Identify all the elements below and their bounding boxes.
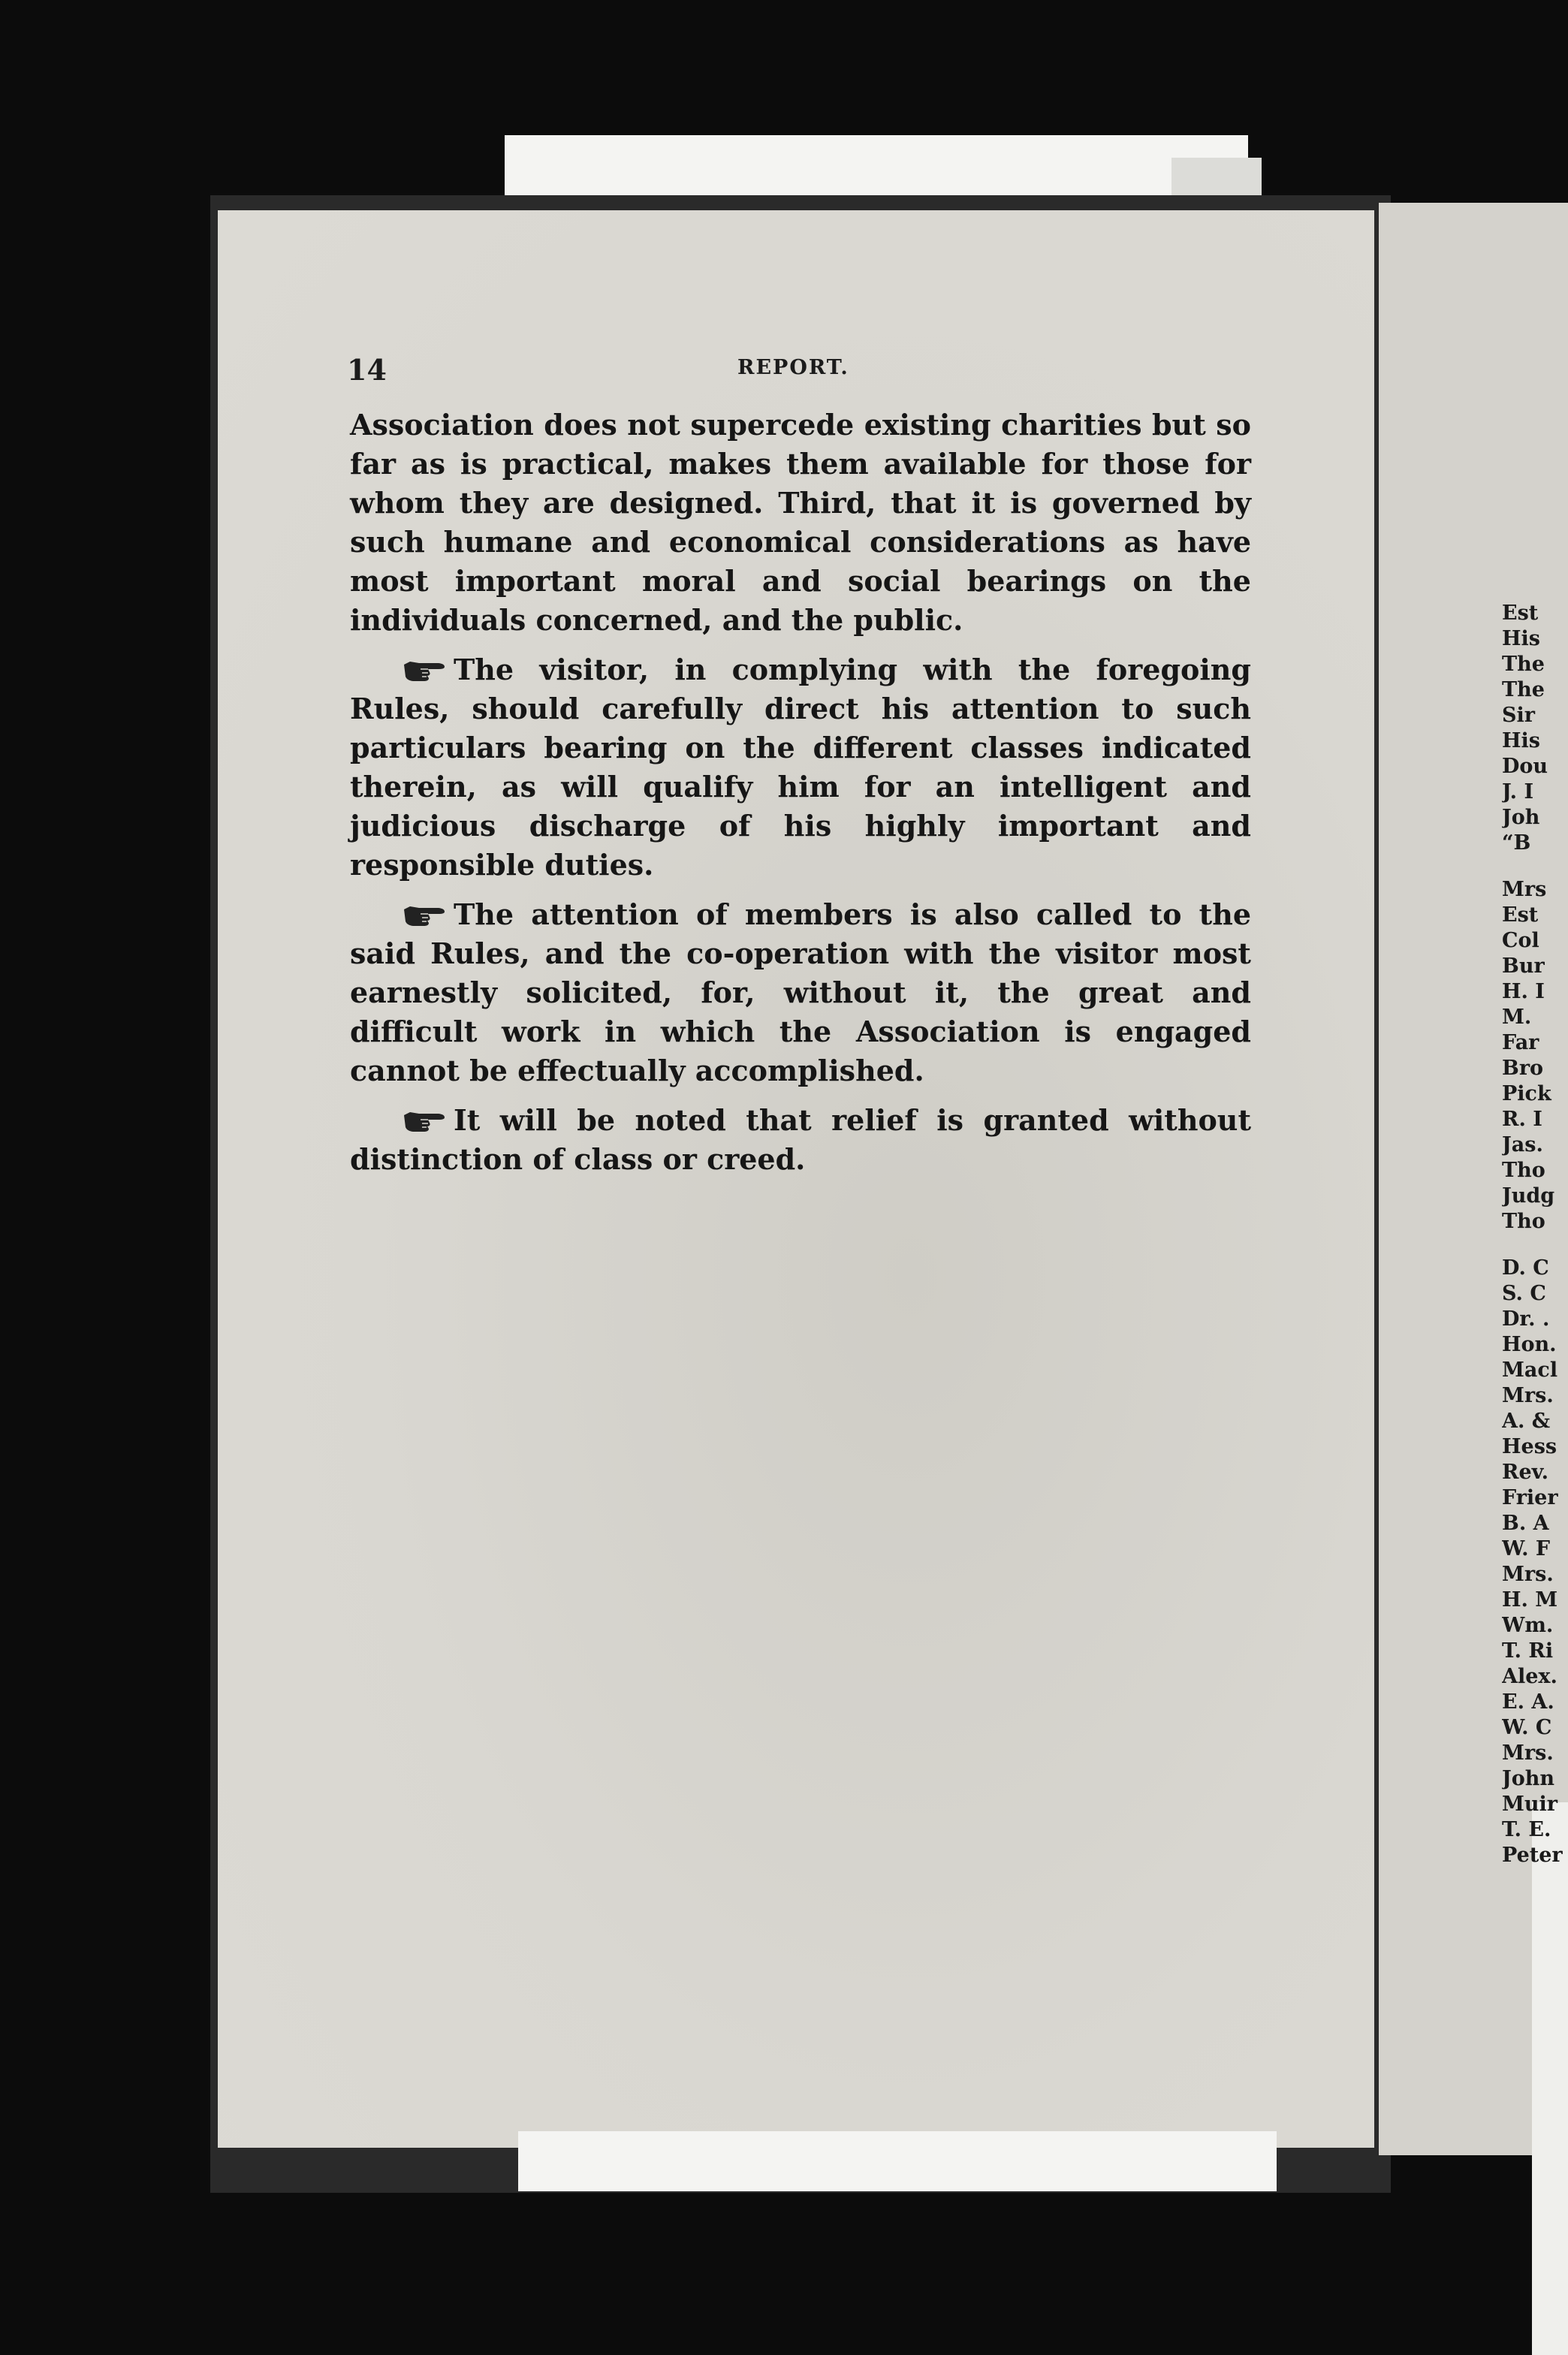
facing-page-list bbox=[1502, 601, 1568, 1868]
list-item: Mrs. bbox=[1502, 1384, 1554, 1407]
list-item: R. I bbox=[1502, 1108, 1542, 1131]
list-item: Muir bbox=[1502, 1793, 1557, 1816]
paragraph-4-text: It will be noted that relief is granted without distinction of class or creed. bbox=[350, 1103, 1251, 1176]
list-item: J. I bbox=[1502, 780, 1534, 804]
list-item: Bur bbox=[1502, 954, 1545, 978]
list-item: Est bbox=[1502, 602, 1539, 625]
running-head bbox=[347, 353, 1248, 398]
list-item: “B bbox=[1502, 831, 1531, 855]
list-item: H. M bbox=[1502, 1588, 1558, 1612]
list-item: T. Ri bbox=[1502, 1639, 1554, 1663]
list-item: W. F bbox=[1502, 1537, 1551, 1560]
list-item: Col bbox=[1502, 929, 1539, 952]
list-item: John bbox=[1502, 1767, 1555, 1790]
paragraph-3 bbox=[350, 895, 1251, 1090]
paragraph-3-text: The attention of members is also called to the said Rules, and the co-operation with the visitor most earnestly solicited, for, without it, the great and difficult work in which the Association is engaged cannot be effectually accomplished. bbox=[350, 897, 1251, 1087]
list-item: H. I bbox=[1502, 980, 1545, 1003]
list-item: Tho bbox=[1502, 1159, 1545, 1182]
list-item: A. & bbox=[1502, 1410, 1551, 1433]
list-item: Mrs bbox=[1502, 878, 1547, 901]
paragraph-1 bbox=[350, 406, 1251, 640]
list-item: M. bbox=[1502, 1006, 1532, 1029]
header-title: REPORT. bbox=[737, 356, 849, 379]
list-item: Alex. bbox=[1502, 1665, 1557, 1688]
list-item: S. C bbox=[1502, 1282, 1546, 1305]
list-item: Frier bbox=[1502, 1486, 1558, 1509]
list-item: E. A. bbox=[1502, 1690, 1554, 1714]
pointing-hand-icon bbox=[403, 1108, 448, 1133]
paragraph-2 bbox=[350, 650, 1251, 885]
list-item: Hess bbox=[1502, 1435, 1557, 1458]
list-item: Sir bbox=[1502, 704, 1535, 727]
list-item: His bbox=[1502, 729, 1540, 752]
list-item: Far bbox=[1502, 1031, 1539, 1054]
list-item: Dr. . bbox=[1502, 1307, 1550, 1331]
list-item: Tho bbox=[1502, 1210, 1545, 1233]
pointing-hand-icon bbox=[403, 657, 448, 683]
paper-tab-bottom bbox=[518, 2131, 1277, 2191]
list-item: Bro bbox=[1502, 1057, 1544, 1080]
list-item: The bbox=[1502, 653, 1545, 676]
list-item: W. C bbox=[1502, 1716, 1552, 1739]
list-item: T. E. bbox=[1502, 1818, 1551, 1841]
pointing-hand-icon bbox=[403, 902, 448, 927]
paragraph-2-text: The visitor, in complying with the foregoing Rules, should carefully direct his attention to such particulars bearing on the different classes indicated therein, as will qualify him for an intelligent and judicious discharge of his highly important and responsible duties. bbox=[350, 653, 1251, 882]
paragraph-1-text: Association does not supercede existing charities but so far as is practical, makes them available for those for whom they are designed. Third, that it is governed by such humane and economical considerations as have most important moral and social bearings on the individuals concerned, and the public. bbox=[350, 408, 1251, 637]
facing-list-group-1 bbox=[1502, 601, 1568, 856]
list-item: Pick bbox=[1502, 1082, 1551, 1105]
list-item: Judg bbox=[1502, 1184, 1555, 1208]
facing-list-group-3 bbox=[1502, 1256, 1568, 1868]
list-item: Peter bbox=[1502, 1844, 1563, 1867]
facing-list-group-2 bbox=[1502, 877, 1568, 1235]
body-text bbox=[350, 406, 1251, 1190]
paragraph-4 bbox=[350, 1101, 1251, 1179]
list-item: Rev. bbox=[1502, 1461, 1548, 1484]
list-item: B. A bbox=[1502, 1512, 1549, 1535]
list-item: Mrs. bbox=[1502, 1741, 1554, 1765]
list-item: Joh bbox=[1502, 806, 1540, 829]
list-item: His bbox=[1502, 627, 1540, 650]
list-item: Hon. bbox=[1502, 1333, 1557, 1356]
list-item: The bbox=[1502, 678, 1545, 701]
list-item: Macl bbox=[1502, 1358, 1558, 1382]
list-item: Wm. bbox=[1502, 1614, 1554, 1637]
list-item: Est bbox=[1502, 903, 1539, 927]
facing-page-edge bbox=[1532, 1802, 1568, 2355]
page-number: 14 bbox=[347, 353, 387, 387]
list-item: Mrs. bbox=[1502, 1563, 1554, 1586]
list-item: D. C bbox=[1502, 1256, 1549, 1280]
list-item: Jas. bbox=[1502, 1133, 1543, 1156]
list-item: Dou bbox=[1502, 755, 1548, 778]
